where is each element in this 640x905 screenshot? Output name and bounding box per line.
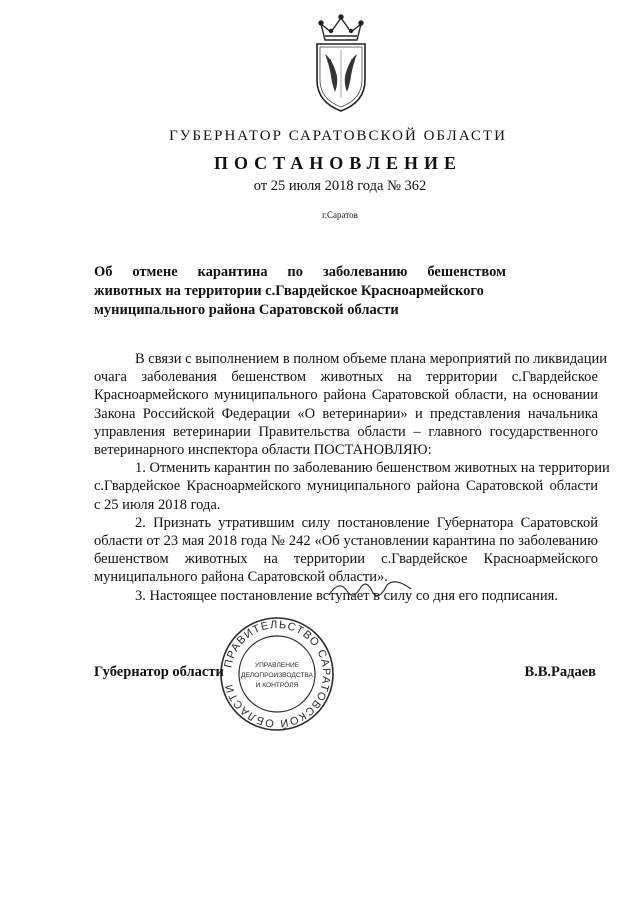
svg-text:ДЕЛОПРОИЗВОДСТВА: ДЕЛОПРОИЗВОДСТВА [241,672,313,679]
body-line-item-2: 2. Признать утратившим силу постановление Губернатора Саратовской [135,514,598,531]
body-line: области от 23 мая 2018 года № 242 «Об установлении карантина по заболеванию [94,533,598,550]
body-line: с 25 июля 2018 года. [94,496,221,513]
svg-text:ПРАВИТЕЛЬСТВО САРАТОВСКОЙ ОБЛА: ПРАВИТЕЛЬСТВО САРАТОВСКОЙ ОБЛАСТИ [222,618,333,730]
body-line: Закона Российской Федерации «О ветеринарии» и представления начальника [94,405,598,422]
title-line: муниципального района Саратовской области [94,302,399,318]
body-line: Красноармейского муниципального района Саратовской области, на основании [94,387,598,404]
resolution-body [94,350,610,605]
body-line: с.Гвардейское Красноармейского муниципального района Саратовской области [94,478,598,495]
svg-text:УПРАВЛЕНИЕ: УПРАВЛЕНИЕ [254,662,300,669]
handwritten-signature [325,577,415,605]
issue-city: г.Саратов [322,210,358,220]
coat-of-arms-emblem [311,14,371,114]
body-line: бешенством животных на территории с.Гвардейское Красноармейского [94,551,598,568]
svg-text:И КОНТРОЛЯ: И КОНТРОЛЯ [255,682,299,689]
signatory-title: Губернатор области [94,664,224,680]
body-line: В связи с выполнением в полном объеме плана мероприятий по ликвидации [135,351,607,367]
body-line: муниципального района Саратовской области». [94,569,388,586]
body-line-item-3: 3. Настоящее постановление вступает в силу со дня его подписания. [135,587,558,604]
resolution-title [94,263,506,320]
document-type: ПОСТАНОВЛЕНИЕ [213,153,463,173]
issuer-heading: ГУБЕРНАТОР САРАТОВСКОЙ ОБЛАСТИ [169,128,507,144]
body-line: ветеринарного инспектора области ПОСТАНОВЛЯЮ: [94,442,432,459]
title-line: Об отмене карантина по заболеванию бешенством [94,264,506,280]
official-seal-stamp [218,615,336,733]
title-line: животных на территории с.Гвардейское Красноармейского [94,283,484,299]
body-line: очага заболевания бешенством животных на территории с.Гвардейское [94,369,598,386]
signatory-name: В.В.Радаев [524,664,596,680]
document-date-number: от 25 июля 2018 года № 362 [253,178,427,194]
body-line-item-1: 1. Отменить карантин по заболеванию бешенством животных на территории [135,460,610,477]
body-line: управления ветеринарии Правительства области – главного государственного [94,423,598,440]
